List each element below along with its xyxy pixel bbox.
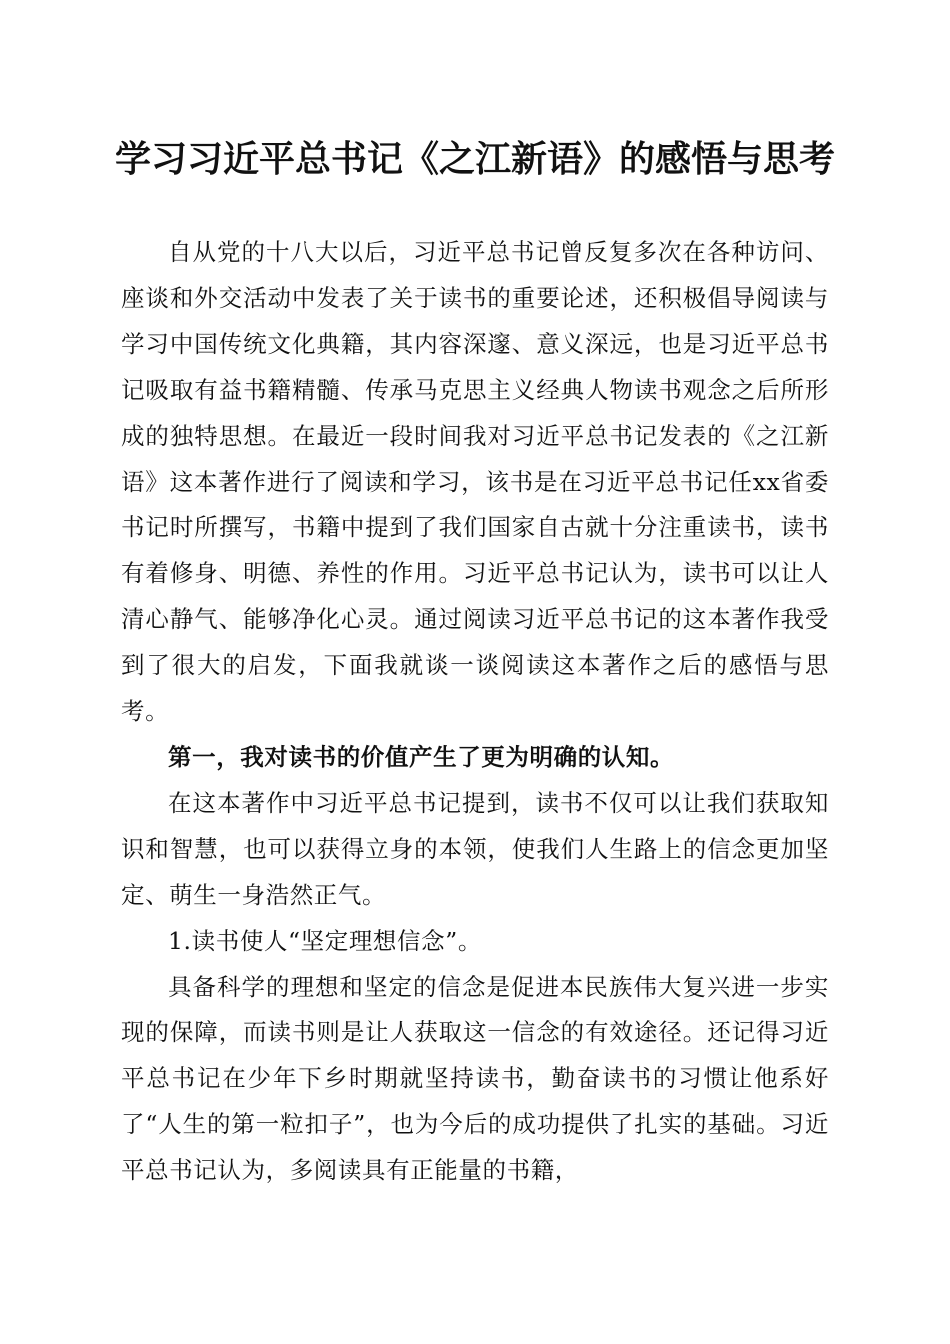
document-title: 学习习近平总书记《之江新语》的感悟与思考 xyxy=(114,138,835,180)
paragraph-section-one: 在这本著作中习近平总书记提到，读书不仅可以让我们获取知识和智慧，也可以获得立身的本领，使我们人生路上的信念更加坚定、萌生一身浩然正气。 xyxy=(121,788,829,909)
paragraph-point-one: 具备科学的理想和坚定的信念是促进本民族伟大复兴进一步实现的保障，而读书则是让人获取这一信念的有效途径。还记得习近平总书记在少年下乡时期就坚持读书，勤奋读书的习惯让他系好了“人生的第一粒扣子”，也为今后的成功提供了扎实的基础。习近平总书记认为，多阅读具有正能量的书籍， xyxy=(121,972,829,1185)
subheading-point-one: 1.读书使人“坚定理想信念”。 xyxy=(168,926,482,955)
paragraph-intro: 自从党的十八大以后，习近平总书记曾反复多次在各种访问、座谈和外交活动中发表了关于读书的重要论述，还积极倡导阅读与学习中国传统文化典籍，其内容深邃、意义深远，也是习近平总书记吸取有益书籍精髓、传承马克思主义经典人物读书观念之后所形成的独特思想。在最近一段时间我对习近平总书记发表的《之江新语》这本著作进行了阅读和学习，该书是在习近平总书记任xx省委书记时所撰写，书籍中提到了我们国家自古就十分注重读书，读书有着修身、明德、养性的作用。习近平总书记认为，读书可以让人清心静气、能够净化心灵。通过阅读习近平总书记的这本著作我受到了很大的启发，下面我就谈一谈阅读这本著作之后的感悟与思考。 xyxy=(121,238,829,726)
section-heading-first: 第一，我对读书的价值产生了更为明确的认知。 xyxy=(168,742,675,771)
document-body xyxy=(121,230,829,1194)
